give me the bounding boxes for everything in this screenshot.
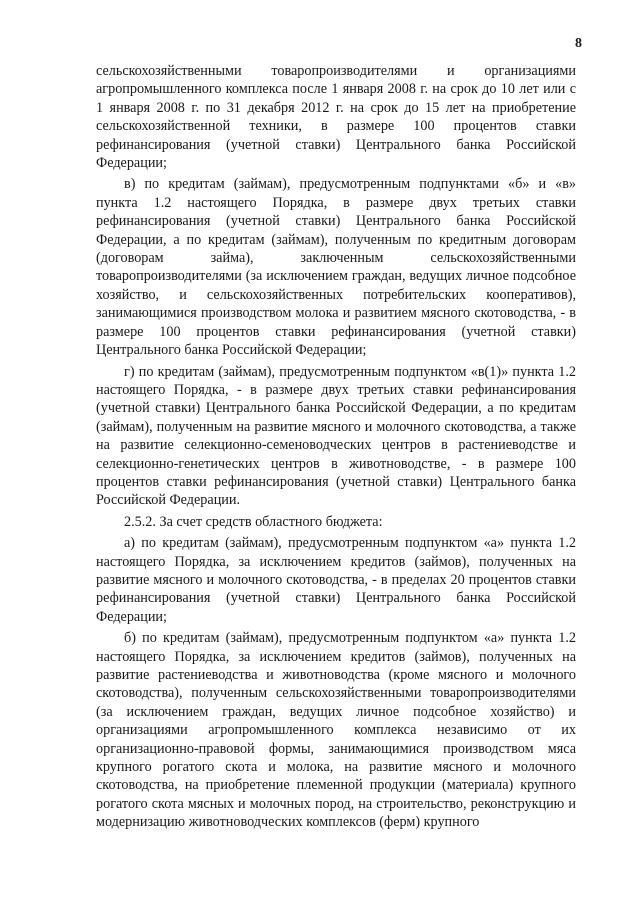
paragraph-item-g: г) по кредитам (займам), предусмотренным подпунктом «в(1)» пункта 1.2 настоящего Порядка, - в размере двух третьих ставки рефинансирования (учетной ставки) Центрального банка Российской Федерации, а по кредитам (займам), полученным на развитие мясного и молочного скотоводства, а также на развитие селекционно-семеноводческих центров в растениеводстве и селекционно-генетических центров в животноводстве, - в размере 100 процентов ставки рефинансирования (учетной ставки) Центрального банка Российской Федерации. bbox=[96, 363, 576, 509]
document-body bbox=[96, 62, 576, 835]
paragraph-item-b: б) по кредитам (займам), предусмотренным подпунктом «а» пункта 1.2 настоящего Порядка, за исключением кредитов (займов), полученных на развитие растениеводства и животноводства (кроме мясного и молочного скотоводства), полученным сельскохозяйственными товаропроизводителями (за исключением граждан, ведущих личное подсобное хозяйство) и организациями агропромышленного комплекса независимо от их организационно-правовой формы, занимающимися производством мяса крупного рогатого скота и молока, на развитие мясного и молочного скотоводства, на приобретение племенной продукции (материала) крупного рогатого скота мясных и молочных пород, на строительство, реконструкцию и модернизацию животноводческих комплексов (ферм) крупного bbox=[96, 630, 576, 831]
paragraph-continuation: сельскохозяйственными товаропроизводителями и организациями агропромышленного комплекса после 1 января 2008 г. на срок до 10 лет или с 1 января 2008 г. по 31 декабря 2012 г. на срок до 15 лет на приобретение сельскохозяйственной техники, в размере 100 процентов ставки рефинансирования (учетной ставки) Центрального банка Российской Федерации; bbox=[96, 63, 576, 172]
page-number: 8 bbox=[575, 36, 582, 51]
paragraph-item-a: а) по кредитам (займам), предусмотренным подпунктом «а» пункта 1.2 настоящего Порядка, за исключением кредитов (займов), полученных на развитие мясного и молочного скотоводства, - в пределах 20 процентов ставки рефинансирования (учетной ставки) Центрального банка Российской Федерации; bbox=[96, 535, 576, 625]
paragraph-item-v: в) по кредитам (займам), предусмотренным подпунктами «б» и «в» пункта 1.2 настоящего Порядка, в размере двух третьих ставки рефинансирования (учетной ставки) Центрального банка Российской Федерации, а по кредитам (займам), полученным по кредитным договорам (договорам займа), заключенным сельскохозяйственными товаропроизводителями (за исключением граждан, ведущих личное подсобное хозяйство, и сельскохозяйственных потребительских кооперативов), занимающимися производством молока и развитием мясного скотоводства, - в размере 100 процентов ставки рефинансирования (учетной ставки) Центрального банка Российской Федерации; bbox=[96, 176, 576, 359]
section-heading-2-5-2: 2.5.2. За счет средств областного бюджета: bbox=[124, 513, 383, 530]
